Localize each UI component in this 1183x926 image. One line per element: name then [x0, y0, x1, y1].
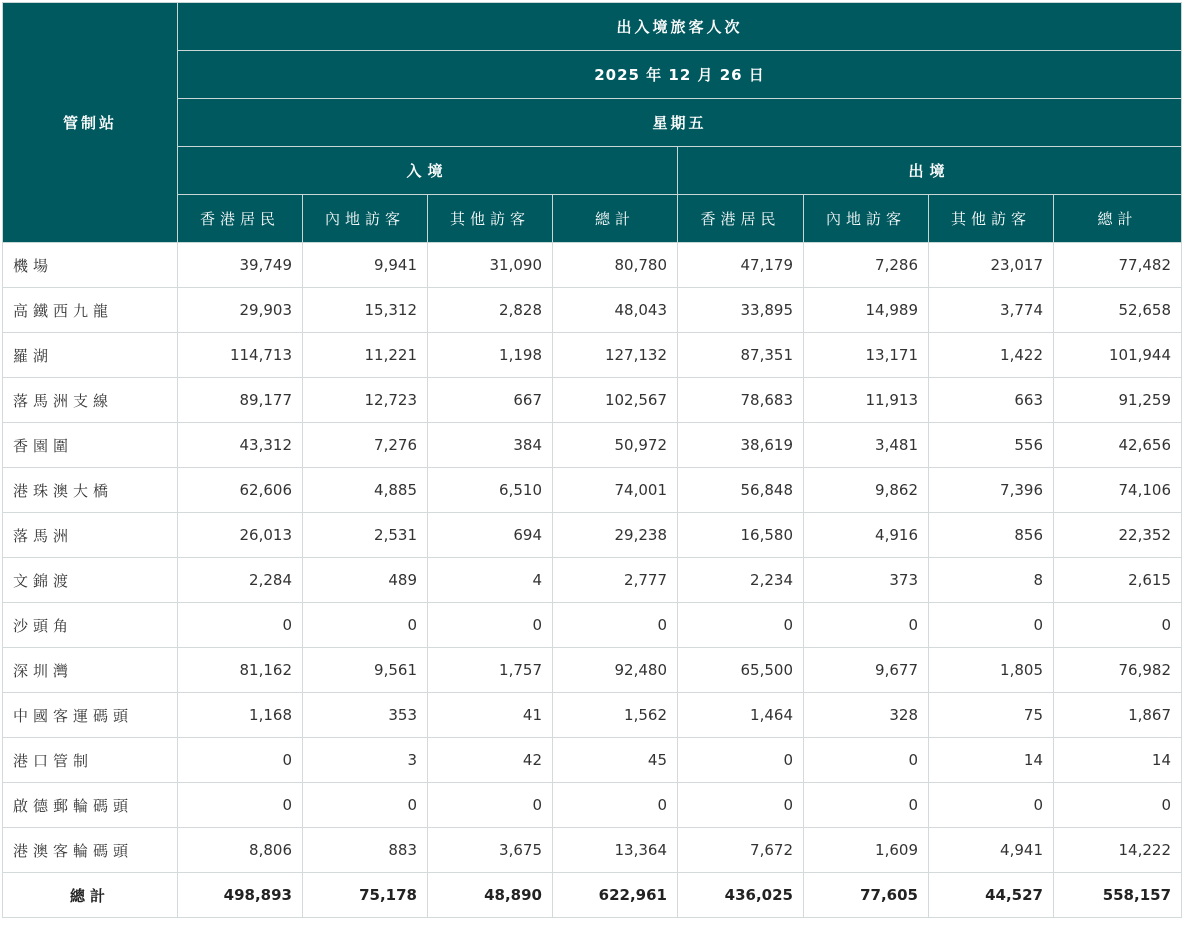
table-cell: 9,862 — [804, 468, 929, 513]
table-cell: 65,500 — [678, 648, 804, 693]
arrival-total-header: 總計 — [553, 195, 678, 243]
table-cell: 52,658 — [1054, 288, 1182, 333]
table-cell: 2,615 — [1054, 558, 1182, 603]
table-cell: 76,982 — [1054, 648, 1182, 693]
control-point-name: 羅湖 — [3, 333, 178, 378]
table-cell: 1,609 — [804, 828, 929, 873]
table-cell: 1,168 — [178, 693, 303, 738]
table-cell: 9,941 — [303, 243, 428, 288]
arrival-other-visitors-header: 其他訪客 — [428, 195, 553, 243]
table-cell: 78,683 — [678, 378, 804, 423]
table-body — [3, 243, 1182, 918]
departure-total-header: 總計 — [1054, 195, 1182, 243]
table-cell: 0 — [178, 603, 303, 648]
table-cell: 62,606 — [178, 468, 303, 513]
control-point-name: 港澳客輪碼頭 — [3, 828, 178, 873]
table-cell: 2,531 — [303, 513, 428, 558]
table-cell: 14 — [1054, 738, 1182, 783]
table-cell: 14,222 — [1054, 828, 1182, 873]
table-cell: 31,090 — [428, 243, 553, 288]
table-cell: 9,677 — [804, 648, 929, 693]
departure-other-visitors-header: 其他訪客 — [929, 195, 1054, 243]
table-cell: 558,157 — [1054, 873, 1182, 918]
table-cell: 4 — [428, 558, 553, 603]
table-cell: 4,916 — [804, 513, 929, 558]
table-row — [3, 558, 1182, 603]
table-cell: 556 — [929, 423, 1054, 468]
table-cell: 4,941 — [929, 828, 1054, 873]
table-cell: 29,238 — [553, 513, 678, 558]
table-cell: 0 — [553, 603, 678, 648]
departure-hk-residents-header: 香港居民 — [678, 195, 804, 243]
table-cell: 101,944 — [1054, 333, 1182, 378]
table-row — [3, 468, 1182, 513]
table-row — [3, 603, 1182, 648]
table-cell: 694 — [428, 513, 553, 558]
arrival-hk-residents-header: 香港居民 — [178, 195, 303, 243]
table-cell: 91,259 — [1054, 378, 1182, 423]
control-point-name: 高鐵西九龍 — [3, 288, 178, 333]
control-point-name: 機場 — [3, 243, 178, 288]
table-cell: 81,162 — [178, 648, 303, 693]
table-cell: 0 — [428, 783, 553, 828]
table-cell: 7,672 — [678, 828, 804, 873]
table-cell: 42 — [428, 738, 553, 783]
table-cell: 0 — [1054, 783, 1182, 828]
table-row — [3, 288, 1182, 333]
table-cell: 80,780 — [553, 243, 678, 288]
table-cell: 8 — [929, 558, 1054, 603]
control-point-name: 中國客運碼頭 — [3, 693, 178, 738]
table-cell: 41 — [428, 693, 553, 738]
table-cell: 12,723 — [303, 378, 428, 423]
table-row — [3, 738, 1182, 783]
control-point-name: 沙頭角 — [3, 603, 178, 648]
table-cell: 39,749 — [178, 243, 303, 288]
table-cell: 0 — [178, 783, 303, 828]
table-cell: 667 — [428, 378, 553, 423]
table-cell: 0 — [929, 603, 1054, 648]
departure-mainland-visitors-header: 內地訪客 — [804, 195, 929, 243]
table-cell: 2,284 — [178, 558, 303, 603]
table-cell: 3,675 — [428, 828, 553, 873]
control-point-name: 香園圍 — [3, 423, 178, 468]
table-cell: 75,178 — [303, 873, 428, 918]
table-cell: 56,848 — [678, 468, 804, 513]
table-cell: 92,480 — [553, 648, 678, 693]
table-cell: 328 — [804, 693, 929, 738]
table-cell: 22,352 — [1054, 513, 1182, 558]
table-cell: 75 — [929, 693, 1054, 738]
table-cell: 1,422 — [929, 333, 1054, 378]
table-row — [3, 783, 1182, 828]
control-point-name: 深圳灣 — [3, 648, 178, 693]
table-cell: 856 — [929, 513, 1054, 558]
table-cell: 384 — [428, 423, 553, 468]
table-row — [3, 693, 1182, 738]
table-cell: 11,221 — [303, 333, 428, 378]
table-title: 出入境旅客人次 — [178, 3, 1182, 51]
table-cell: 0 — [303, 603, 428, 648]
table-cell: 74,001 — [553, 468, 678, 513]
table-cell: 114,713 — [178, 333, 303, 378]
table-row — [3, 243, 1182, 288]
table-cell: 7,396 — [929, 468, 1054, 513]
table-row — [3, 333, 1182, 378]
table-cell: 498,893 — [178, 873, 303, 918]
table-cell: 0 — [678, 783, 804, 828]
table-row — [3, 828, 1182, 873]
table-row — [3, 648, 1182, 693]
table-cell: 436,025 — [678, 873, 804, 918]
table-cell: 1,757 — [428, 648, 553, 693]
table-row — [3, 423, 1182, 468]
control-point-name: 落馬洲支線 — [3, 378, 178, 423]
table-cell: 13,171 — [804, 333, 929, 378]
table-cell: 89,177 — [178, 378, 303, 423]
total-row — [3, 873, 1182, 918]
table-cell: 44,527 — [929, 873, 1054, 918]
table-row — [3, 513, 1182, 558]
table-cell: 353 — [303, 693, 428, 738]
table-cell: 38,619 — [678, 423, 804, 468]
control-point-name: 港口管制 — [3, 738, 178, 783]
table-cell: 663 — [929, 378, 1054, 423]
table-cell: 2,234 — [678, 558, 804, 603]
table-cell: 0 — [678, 738, 804, 783]
table-cell: 1,867 — [1054, 693, 1182, 738]
control-point-header: 管制站 — [3, 3, 178, 243]
table-cell: 0 — [804, 783, 929, 828]
departure-header: 出境 — [678, 147, 1182, 195]
table-cell: 3 — [303, 738, 428, 783]
table-cell: 26,013 — [178, 513, 303, 558]
table-cell: 47,179 — [678, 243, 804, 288]
table-cell: 8,806 — [178, 828, 303, 873]
control-point-name: 落馬洲 — [3, 513, 178, 558]
table-cell: 29,903 — [178, 288, 303, 333]
table-cell: 1,805 — [929, 648, 1054, 693]
table-cell: 48,043 — [553, 288, 678, 333]
table-cell: 43,312 — [178, 423, 303, 468]
table-cell: 14 — [929, 738, 1054, 783]
table-cell: 4,885 — [303, 468, 428, 513]
table-cell: 0 — [428, 603, 553, 648]
table-cell: 0 — [303, 783, 428, 828]
table-cell: 42,656 — [1054, 423, 1182, 468]
table-cell: 0 — [804, 738, 929, 783]
table-cell: 1,464 — [678, 693, 804, 738]
table-cell: 11,913 — [804, 378, 929, 423]
table-cell: 102,567 — [553, 378, 678, 423]
table-cell: 33,895 — [678, 288, 804, 333]
table-cell: 1,198 — [428, 333, 553, 378]
table-cell: 2,828 — [428, 288, 553, 333]
arrival-header: 入境 — [178, 147, 678, 195]
table-cell: 489 — [303, 558, 428, 603]
control-point-name: 文錦渡 — [3, 558, 178, 603]
passenger-traffic-table — [2, 2, 1182, 918]
table-cell: 77,605 — [804, 873, 929, 918]
arrival-mainland-visitors-header: 內地訪客 — [303, 195, 428, 243]
table-cell: 0 — [929, 783, 1054, 828]
table-cell: 0 — [804, 603, 929, 648]
table-cell: 7,286 — [804, 243, 929, 288]
table-cell: 127,132 — [553, 333, 678, 378]
table-cell: 373 — [804, 558, 929, 603]
table-cell: 883 — [303, 828, 428, 873]
table-row — [3, 378, 1182, 423]
table-cell: 45 — [553, 738, 678, 783]
table-cell: 15,312 — [303, 288, 428, 333]
table-cell: 1,562 — [553, 693, 678, 738]
table-cell: 0 — [678, 603, 804, 648]
table-cell: 14,989 — [804, 288, 929, 333]
table-cell: 16,580 — [678, 513, 804, 558]
table-cell: 48,890 — [428, 873, 553, 918]
table-cell: 77,482 — [1054, 243, 1182, 288]
table-cell: 6,510 — [428, 468, 553, 513]
control-point-name: 港珠澳大橋 — [3, 468, 178, 513]
passenger-traffic-table-container — [2, 2, 1182, 918]
table-cell: 0 — [553, 783, 678, 828]
date-header: 2025 年 12 月 26 日 — [178, 51, 1182, 99]
table-cell: 23,017 — [929, 243, 1054, 288]
table-cell: 622,961 — [553, 873, 678, 918]
table-cell: 0 — [178, 738, 303, 783]
table-cell: 9,561 — [303, 648, 428, 693]
total-label: 總計 — [3, 873, 178, 918]
table-cell: 87,351 — [678, 333, 804, 378]
table-cell: 3,481 — [804, 423, 929, 468]
table-cell: 3,774 — [929, 288, 1054, 333]
table-cell: 13,364 — [553, 828, 678, 873]
table-cell: 50,972 — [553, 423, 678, 468]
table-cell: 74,106 — [1054, 468, 1182, 513]
table-cell: 2,777 — [553, 558, 678, 603]
weekday-header: 星期五 — [178, 99, 1182, 147]
control-point-name: 啟德郵輪碼頭 — [3, 783, 178, 828]
table-cell: 0 — [1054, 603, 1182, 648]
table-cell: 7,276 — [303, 423, 428, 468]
